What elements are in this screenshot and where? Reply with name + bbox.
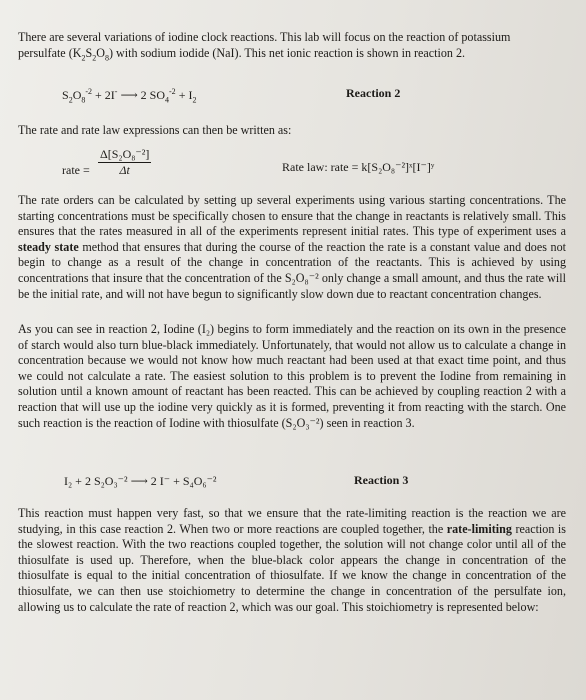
intro-line-1: There are several variations of iodine clock reactions. This lab will focus on the reaction of potassium (18, 30, 511, 44)
rate-numerator: Δ[S₂O₈⁻²] (100, 147, 150, 161)
intro-paragraph: There are several variations of iodine clock reactions. This lab will focus on the reaction of potassium persulfate $(K_2S_2O_8)$ with sodium iodide (NaI). This net ionic reaction is shown in reaction 2. (18, 30, 511, 62)
steady-state-term: steady state (18, 239, 79, 254)
iodine-paragraph: As you can see in reaction 2, Iodine (I₂) begins to form immediately and the reaction on its own in the presence of starch would also turn blue-black immediately. Unfortunately, that would not allow us to calculate a change in concentration because we would not know how much reactant had been used at that exact time point, and thus we could not calculate a rate. The easiest solution to this problem is to prevent the Iodine from remaining in solution until a known amount of reactant has been reacted. This can be achieved by coupling reaction 2 with a reaction that will use up the iodine very quickly as it is formed, preventing it from reacting with the starch. One such reaction is the reaction of Iodine with thiosulfate (S₂O₃⁻²) seen in reaction 3. (18, 322, 566, 430)
rate-denominator: Δt (119, 163, 130, 177)
rate-limiting-term: rate-limiting (446, 521, 512, 536)
reaction-3-label: Reaction 3 (354, 473, 409, 487)
rate-limiting-paragraph: This reaction must happen very fast, so that we ensure that the rate-limiting reaction is the reaction we are studying, in this case reaction 2. When two or more reactions are coupled together, the rate-limiting reaction is the slowest reaction. With the two reactions coupled together, the solution will not change color until all of the thiosulfate is used up. Therefore, when the blue-black color appears the change in concentration of the thiosulfate is equal to the initial concentration of thiosulfate. If we know the change in concentration of the thiosulfate, we can then use stoichiometry to determine the change in concentration of the persulfate ion, allowing us to calculate the rate of reaction 2, which was our goal. This stoichiometry is represented below: (18, 506, 566, 614)
steady-state-paragraph: The rate orders can be calculated by setting up several experiments using various starting concentrations. The starting concentrations must be specifically chosen to ensure that the change in reactants is relatively small. This ensures that the rates measured in all of the experiments represent initial rates. This type of experiment uses a steady state method that ensures that during the course of the reaction the rate is a constant value and does not begin to change as a result of the change in concentration of the reactants. This is achieved by using concentrations that insure that the concentration of the S₂O₈⁻² only change a small amount, and thus the rate will be the initial rate, and will not have begun to significantly slow down due to reactant concentration changes. (18, 193, 567, 301)
reaction-arrow: ⟶ (117, 88, 141, 102)
reaction-3-equation: I₂ + 2 S₂O₃⁻² ⟶ 2 I⁻ + S₄O₆⁻² (64, 474, 217, 488)
rate-intro: The rate and rate law expressions can then be written as: (18, 123, 292, 137)
reaction-2-equation: $S_2O_8^{-2} + 2I^-$ ⟶ 2 $SO_4^{-2} + I_2$ (62, 87, 197, 105)
rate-law: Rate law: rate = k[S₂O₈⁻²]ˣ[I⁻]ʸ (282, 160, 435, 174)
reaction-2-label: Reaction 2 (346, 86, 401, 100)
rate-lhs: rate = (62, 163, 90, 177)
rate-fraction (98, 147, 151, 178)
